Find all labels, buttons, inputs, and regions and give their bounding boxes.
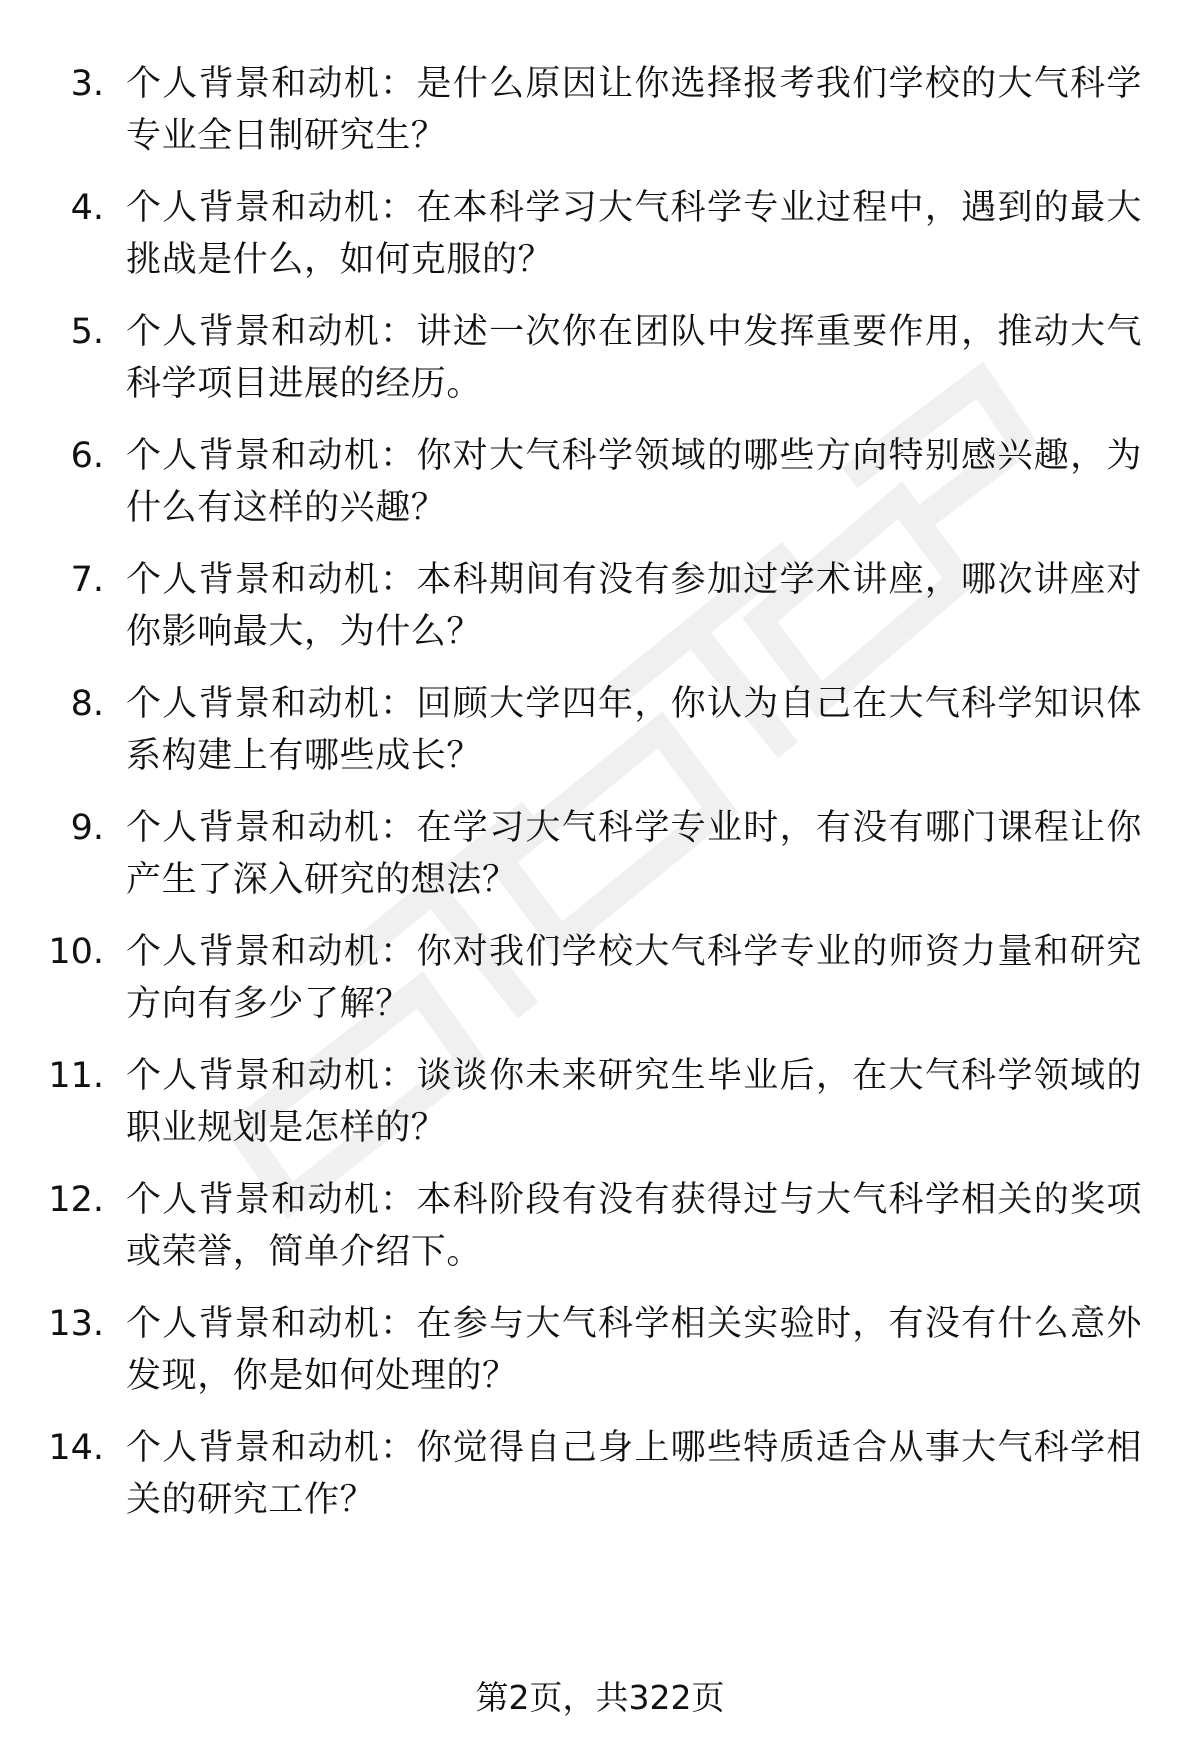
question-text: 个人背景和动机：谈谈你未来研究生毕业后，在大气科学领域的职业规划是怎样的？ — [126, 1056, 1142, 1148]
question-number: 7. — [70, 560, 104, 600]
page-number-footer: 第2页，共322页 — [475, 1678, 725, 1717]
list-item — [0, 58, 1200, 182]
question-text: 个人背景和动机：在参与大气科学相关实验时，有没有什么意外发现，你是如何处理的？ — [126, 1304, 1142, 1396]
question-number: 10. — [48, 932, 104, 972]
list-item — [0, 678, 1200, 802]
list-item — [0, 1422, 1200, 1546]
question-number: 5. — [70, 312, 104, 352]
list-item — [0, 306, 1200, 430]
question-text: 个人背景和动机：在本科学习大气科学专业过程中，遇到的最大挑战是什么，如何克服的？ — [126, 188, 1142, 280]
question-number: 8. — [70, 684, 104, 724]
question-list — [0, 58, 1200, 1546]
question-text: 个人背景和动机：你对大气科学领域的哪些方向特别感兴趣，为什么有这样的兴趣？ — [126, 436, 1142, 528]
list-item — [0, 1174, 1200, 1298]
list-item — [0, 1298, 1200, 1422]
question-text: 个人背景和动机：讲述一次你在团队中发挥重要作用，推动大气科学项目进展的经历。 — [126, 312, 1142, 404]
question-number: 9. — [70, 808, 104, 848]
question-number: 6. — [70, 436, 104, 476]
list-item — [0, 430, 1200, 554]
list-item — [0, 182, 1200, 306]
question-number: 3. — [70, 64, 104, 104]
question-text: 个人背景和动机：是什么原因让你选择报考我们学校的大气科学专业全日制研究生？ — [126, 64, 1142, 156]
question-number: 12. — [48, 1180, 104, 1220]
question-text: 个人背景和动机：在学习大气科学专业时，有没有哪门课程让你产生了深入研究的想法？ — [126, 808, 1142, 900]
question-number: 4. — [70, 188, 104, 228]
question-text: 个人背景和动机：回顾大学四年，你认为自己在大气科学知识体系构建上有哪些成长？ — [126, 684, 1142, 776]
list-item — [0, 802, 1200, 926]
question-number: 13. — [48, 1304, 104, 1344]
list-item — [0, 1050, 1200, 1174]
question-text: 个人背景和动机：你觉得自己身上哪些特质适合从事大气科学相关的研究工作？ — [126, 1428, 1142, 1520]
list-item — [0, 926, 1200, 1050]
question-text: 个人背景和动机：本科期间有没有参加过学术讲座，哪次讲座对你影响最大，为什么？ — [126, 560, 1142, 652]
question-text: 个人背景和动机：本科阶段有没有获得过与大气科学相关的奖项或荣誉，简单介绍下。 — [126, 1180, 1142, 1272]
question-number: 14. — [48, 1428, 104, 1468]
list-item — [0, 554, 1200, 678]
question-text: 个人背景和动机：你对我们学校大气科学专业的师资力量和研究方向有多少了解？ — [126, 932, 1142, 1024]
question-number: 11. — [48, 1056, 104, 1096]
